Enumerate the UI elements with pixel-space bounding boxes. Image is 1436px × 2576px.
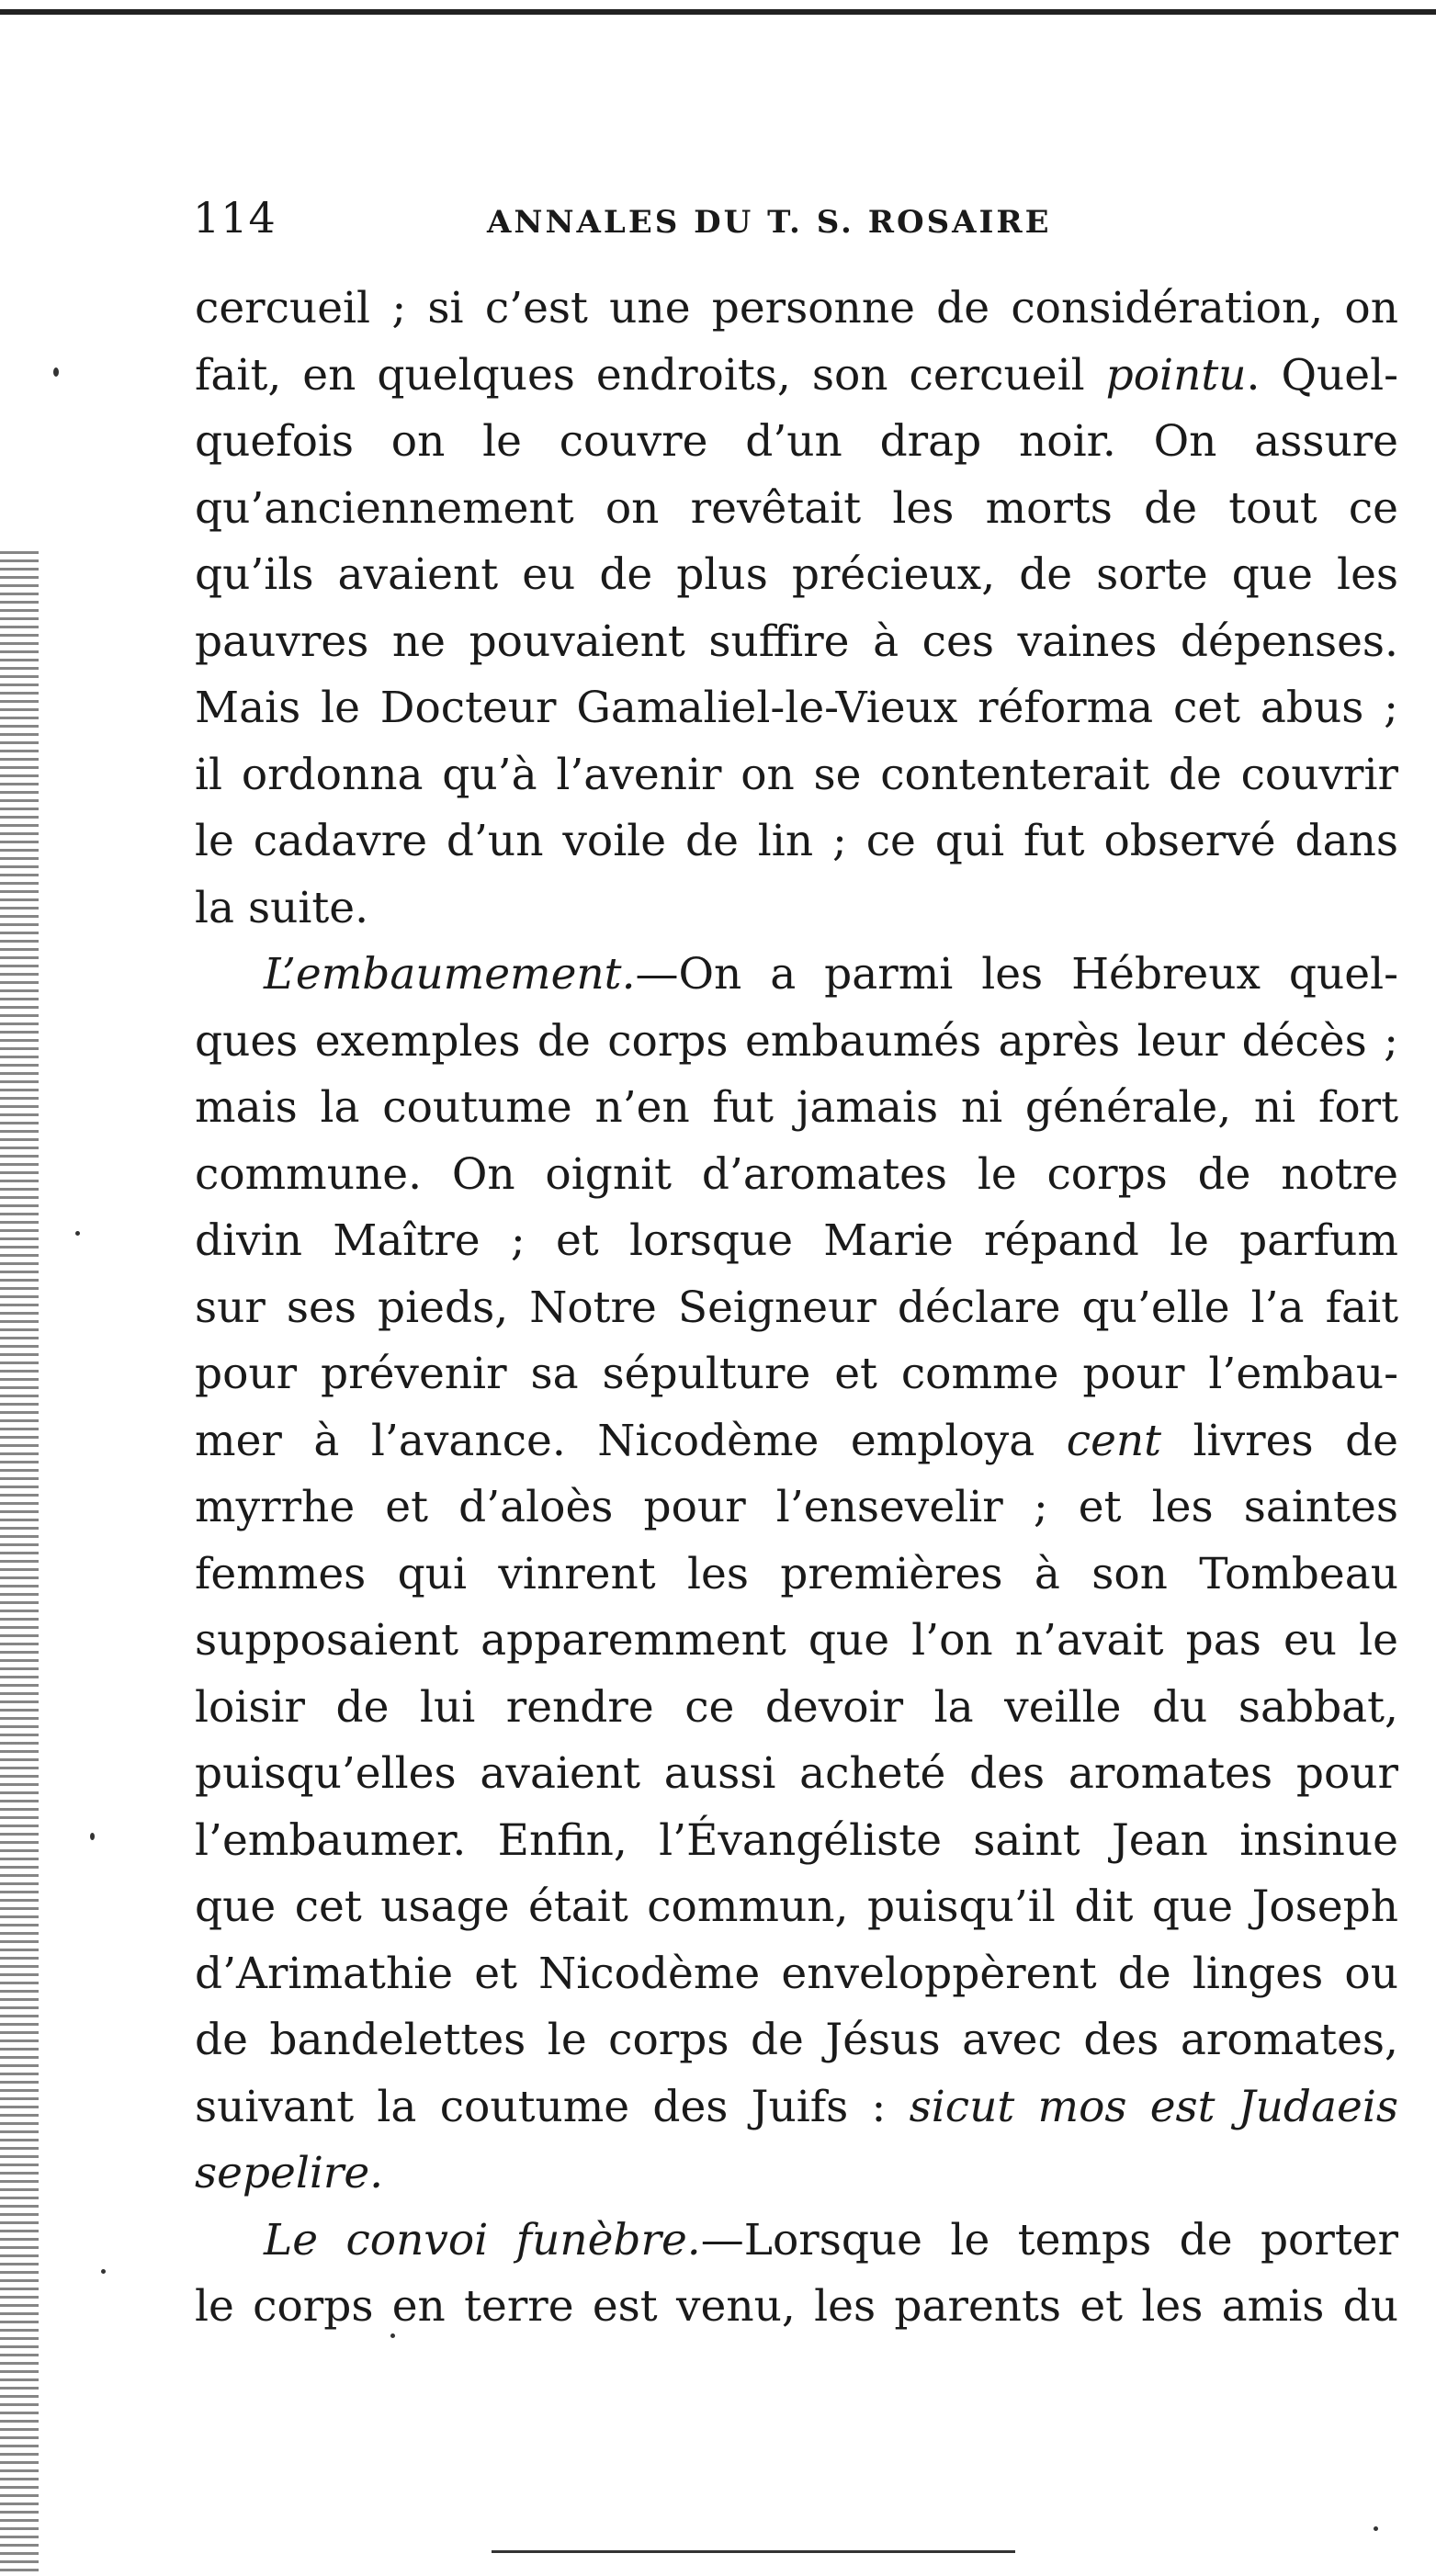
print-speck: [101, 2269, 106, 2274]
section-heading: Le convoi funèbre.: [264, 2214, 701, 2265]
text-line: quefois on le couvre d’un drap noir. On assure: [195, 416, 1398, 467]
text-line: mer à l’avance. Nicodème employa cent livres de: [195, 1415, 1398, 1466]
text-line: [195, 2141, 1398, 2208]
text-line: la suite.: [195, 882, 369, 933]
print-speck: [1374, 2526, 1378, 2531]
text-line: puisqu’elles avaient aussi acheté des aromates pour: [195, 1748, 1398, 1799]
text-line: Le convoi funèbre.—Lorsque le temps de porter: [264, 2214, 1398, 2265]
text-line: commune. On oignit d’aromates le corps de notre: [195, 1148, 1398, 1200]
body-text: [195, 276, 1398, 2341]
text-line: myrrhe et d’aloès pour l’ensevelir ; et les saintes: [195, 1482, 1398, 1532]
text-line: le corps en terre est venu, les parents et les amis du: [195, 2281, 1398, 2332]
text-line: fait, en quelques endroits, son cercueil pointu. Quel-: [195, 349, 1398, 401]
bottom-rule: [492, 2550, 1015, 2553]
text-line: L’embaumement.—On a parmi les Hébreux quel-: [264, 949, 1398, 1000]
text-line: de bandelettes le corps de Jésus avec des aromates,: [195, 2015, 1398, 2065]
binding-edge-shadow: [0, 551, 39, 2572]
text-line: suivant la coutume des Juifs : sicut mos est Judaeis: [195, 2081, 1398, 2132]
text-line: cercueil ; si c’est une personne de considération, on: [195, 283, 1398, 333]
text-line: Mais le Docteur Gamaliel-le-Vieux réforma cet abus ;: [195, 683, 1398, 733]
text-line: sur ses pieds, Notre Seigneur déclare qu’elle l’a fait: [195, 1282, 1398, 1333]
page-header: [193, 193, 1406, 257]
print-speck: [390, 2333, 395, 2338]
page-number: 114: [193, 193, 277, 243]
italic-term: cent: [1066, 1415, 1162, 1466]
section-heading: L’embaumement.: [264, 949, 636, 1000]
text-line: femmes qui vinrent les premières à son Tombeau: [195, 1548, 1398, 1599]
text-line: loisir de lui rendre ce devoir la veille du sabbat,: [195, 1681, 1398, 1733]
print-speck: [53, 367, 59, 377]
print-speck: [75, 1231, 80, 1236]
text-line: l’embaumer. Enfin, l’Évangéliste saint Jean insinue: [195, 1814, 1398, 1866]
top-edge-rule: [0, 9, 1436, 15]
text-line: mais la coutume n’en fut jamais ni générale, ni fort: [195, 1082, 1398, 1133]
latin-quote: sicut mos est Judaeis: [909, 2081, 1398, 2132]
running-title: ANNALES DU T. S. ROSAIRE: [487, 204, 1052, 241]
text-line: supposaient apparemment que l’on n’avait pas eu le: [195, 1615, 1398, 1666]
text-line: qu’anciennement on revêtait les morts de tout ce: [195, 482, 1398, 534]
text-line: le cadavre d’un voile de lin ; ce qui fut observé dans: [195, 816, 1398, 866]
text-line: que cet usage était commun, puisqu’il dit que Joseph: [195, 1881, 1398, 1932]
latin-quote: sepelire.: [195, 2148, 384, 2198]
text-line: pauvres ne pouvaient suffire à ces vaines dépenses.: [195, 616, 1398, 667]
print-speck: [90, 1833, 95, 1840]
text-line: divin Maître ; et lorsque Marie répand le parfum: [195, 1215, 1398, 1266]
text-line: pour prévenir sa sépulture et comme pour l’embau-: [195, 1349, 1398, 1399]
text-line: d’Arimathie et Nicodème enveloppèrent de linges ou: [195, 1948, 1398, 1999]
text-line: ques exemples de corps embaumés après leur décès ;: [195, 1015, 1398, 1067]
italic-term: pointu: [1105, 349, 1247, 401]
text-line: qu’ils avaient eu de plus précieux, de sorte que les: [195, 549, 1398, 600]
text-line: il ordonna qu’à l’avenir on se contenterait de couvrir: [195, 749, 1398, 800]
